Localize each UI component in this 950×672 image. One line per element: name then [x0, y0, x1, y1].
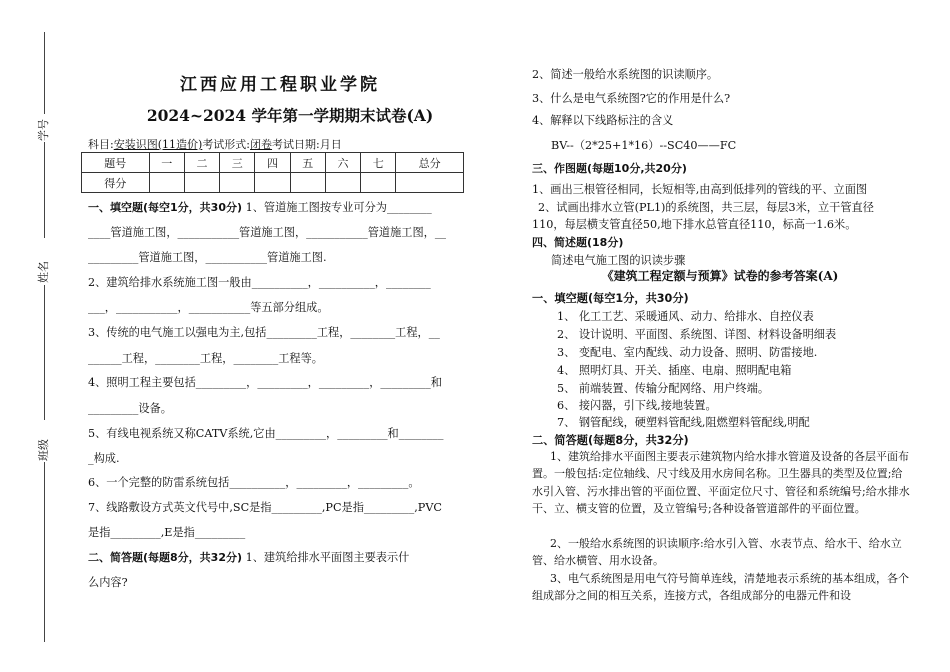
section-heading: 四、简述题(18分)	[532, 236, 624, 249]
score-cell: 五	[290, 153, 325, 173]
answer-section-short: 二、简答题(每题8分，共32分)	[532, 434, 689, 447]
question-line: 4、解释以下线路标注的含义	[532, 114, 674, 127]
exam-title: 2024~2024 学年第一学期期末试卷(A)	[146, 106, 434, 125]
question-line: ____管道施工图，___________管道施工图，___________管道施工图，__	[88, 226, 447, 239]
date-label: 考试日期:月日	[272, 138, 342, 151]
question-line: 5、有线电视系统又称CATV系统,它由_________，_________和________	[88, 427, 444, 440]
question-line: 一、填空题(每空1分，共30分) 1、管道施工图按专业可分为________	[88, 201, 432, 214]
score-table-score-row	[82, 173, 464, 193]
score-cell: 七	[361, 153, 396, 173]
question-line: 2、建筑给排水系统施工图一般由__________，__________，________	[88, 276, 431, 289]
class-label: 班级	[37, 439, 50, 461]
score-input-cell[interactable]	[325, 173, 360, 193]
score-cell: 一	[149, 153, 184, 173]
form-value: 闭卷	[250, 138, 273, 151]
score-input-cell[interactable]	[396, 173, 464, 193]
answer-paragraph: 3、电气系统图是用电气符号简单连线，清楚地表示系统的基本组成，各个组成部分之间的相互关系，连接方式，各组成部分的电器元件和设	[532, 572, 909, 603]
question-line: 3、什么是电气系统图?它的作用是什么?	[532, 92, 731, 105]
question-line: 2、试画出排水立管(PL1)的系统图，共三层，每层3米，立干管直径	[538, 201, 874, 214]
question-line: 1、画出三根管径相同，长短相等,由高到低排列的管线的平、立面图	[532, 183, 868, 196]
student-id-label: 学号	[37, 119, 50, 141]
score-cell: 四	[255, 153, 290, 173]
score-cell: 题号	[82, 153, 150, 173]
answer-item: 7、 钢管配线，硬塑料管配线,阻燃塑料管配线,明配	[557, 416, 810, 429]
score-cell: 二	[184, 153, 219, 173]
question-line: 3、传统的电气施工以强电为主,包括_________工程，________工程，__	[88, 326, 440, 339]
score-row-label: 得分	[82, 173, 150, 193]
question-line: BV--（2*25+1*16）--SC40——FC	[551, 139, 737, 152]
score-input-cell[interactable]	[361, 173, 396, 193]
answer-paragraph: 2、一般给水系统图的识读顺序:给水引入管、水表节点、给水干、给水立管、给水横管、用水设备。	[532, 537, 902, 568]
answer-item: 4、 照明灯具、开关、插座、电扇、照明配电箱	[557, 364, 792, 377]
form-label: 考试形式:	[202, 138, 251, 151]
answer-item: 3、 变配电、室内配线、动力设备、照明、防雷接地.	[557, 346, 818, 359]
question-line: _________设备。	[88, 402, 172, 415]
question-line: 二、简答题(每题8分，共32分) 1、建筑给排水平面图主要表示什	[88, 551, 410, 564]
score-table-header-row	[82, 153, 464, 173]
answer-section-fill: 一、填空题(每空1分，共30分)	[532, 292, 689, 305]
binding-line-mid	[44, 142, 45, 238]
score-cell: 总分	[396, 153, 464, 173]
question-line: ___，___________，___________等五部分组成。	[88, 301, 329, 314]
score-table	[81, 152, 464, 193]
question-line: _________管道施工图，___________管道施工图.	[88, 251, 327, 264]
answer-item: 6、 接闪器，引下线,接地装置。	[557, 399, 717, 412]
answer-paragraph: 1、建筑给排水平面图主要表示建筑物内给水排水管道及设备的各层平面布置。一般包括:定位轴线、尺寸线及用水房间名称。卫生器具的类型及位置;给水引入管、污水排出管的平面位置、平面定位尺寸、管径和系统编号;给水排水干、立、横支管的位置，及立管编号;各种设备管道部件的平面位置。	[532, 450, 910, 516]
score-input-cell[interactable]	[184, 173, 219, 193]
question-line: 110，每层横支管直径50,地下排水总管直径110，标高一1.6米。	[532, 218, 857, 231]
answer-item: 5、 前端装置、传输分配网络、用户终端。	[557, 382, 770, 395]
subject-value: 安装识图(11造价)	[113, 138, 203, 151]
score-cell: 六	[325, 153, 360, 173]
info-prefix: 科目:	[88, 138, 114, 151]
score-cell: 三	[220, 153, 255, 173]
question-line: 么内容?	[88, 576, 128, 589]
score-input-cell[interactable]	[290, 173, 325, 193]
binding-line-bottom	[44, 462, 45, 642]
question-line: 4、照明工程主要包括_________，_________，_________，_________和	[88, 376, 442, 389]
question-line: 简述电气施工图的识读步骤	[551, 254, 686, 267]
answer-item: 1、 化工工艺、采暖通风、动力、给排水、自控仪表	[557, 310, 814, 323]
school-name: 江西应用工程职业学院	[180, 75, 380, 95]
question-line: _构成.	[88, 452, 120, 465]
question-line: 2、简述一般给水系统图的识读顺序。	[532, 68, 719, 81]
name-label: 姓名	[37, 261, 50, 283]
question-line: 7、线路敷设方式英文代号中,SC是指_________,PC是指_________,PVC	[88, 501, 442, 514]
answer-item: 2、 设计说明、平面图、系统图、详图、材料设备明细表	[557, 328, 837, 341]
question-line: 是指_________,E是指_________	[88, 526, 246, 539]
answer-key-title: 《建筑工程定额与预算》试卷的参考答案(A)	[601, 269, 839, 283]
question-line: ______工程，________工程，________工程等。	[88, 352, 323, 365]
section-heading: 三、作图题(每题10分,共20分)	[532, 162, 687, 175]
score-input-cell[interactable]	[149, 173, 184, 193]
binding-line-top	[44, 32, 45, 114]
binding-line-mid2	[44, 285, 45, 420]
score-input-cell[interactable]	[220, 173, 255, 193]
question-line: 6、一个完整的防雷系统包括__________，_________，_________。	[88, 476, 420, 489]
exam-info-line	[88, 136, 342, 152]
score-input-cell[interactable]	[255, 173, 290, 193]
